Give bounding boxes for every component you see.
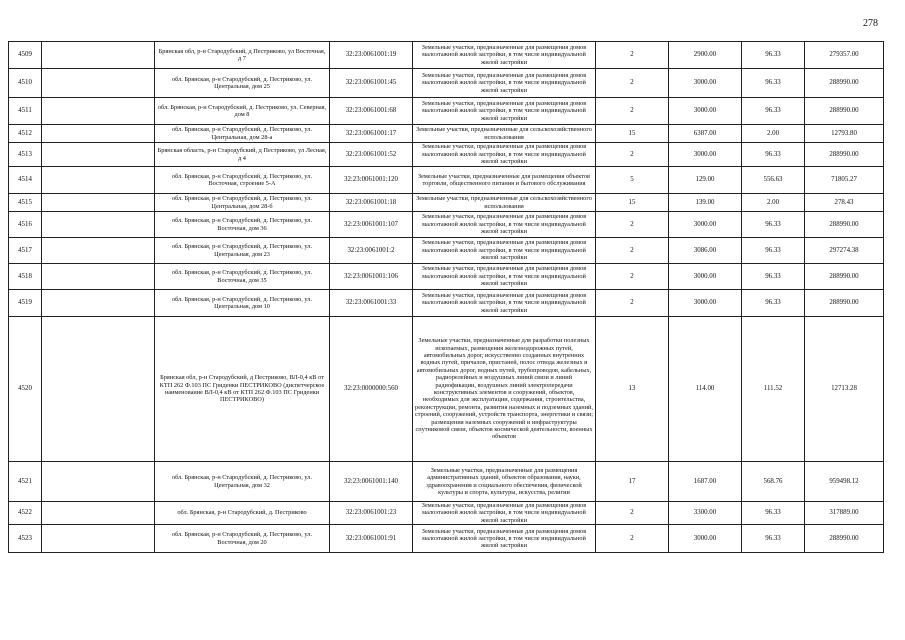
- rate-cell: 111.52: [742, 317, 805, 462]
- cadastral-value-cell: 71805.27: [805, 167, 884, 194]
- land-use-cell: Земельные участки, предназначенные для разработки полезных ископаемых, размещения железнодорожных путей, автомобильных дорог, искусственно созданных внутренних водных путей, причалов, пристаней, полос отвода железных и автомобильных дорог, водных путей, трубопроводов, кабельных, радиорелейных и воздушных линий связи и линий радиофикации, воздушных линий электропередачи конструктивных элементов и сооружений, объектов, необходимых для эксплуатации, содержания, строительства, реконструкции, ремонта, развития наземных и подземных зданий, строений, сооружений, устройств транспорта, энергетики и связи; размещения наземных сооружений и инфраструктуры спутниковой связи, объектов космической деятельности, военных объектов: [413, 317, 596, 462]
- group-cell: 15: [596, 194, 669, 212]
- rate-cell: 556.63: [742, 167, 805, 194]
- land-use-cell: Земельные участки, предназначенные для размещения домов малоэтажной жилой застройки, в том числе индивидуальной жилой застройки: [413, 290, 596, 317]
- rate-cell: 96.33: [742, 212, 805, 238]
- area-cell: 2900.00: [669, 42, 742, 69]
- cadastral-value-table: [8, 41, 884, 553]
- group-cell: 2: [596, 42, 669, 69]
- empty-cell: [42, 143, 155, 167]
- table-row: [9, 462, 884, 502]
- cadastral-number-cell: 32:23:0061001:23: [330, 502, 413, 525]
- address-cell: обл. Брянская, р-н Стародубский, д. Пестриково, ул. Восточная, строение 5-А: [155, 167, 330, 194]
- group-cell: 2: [596, 143, 669, 167]
- area-cell: 6387.00: [669, 125, 742, 143]
- address-cell: обл. Брянская, р-н Стародубский, д. Пестриково, ул. Восточная, дом 20: [155, 525, 330, 553]
- address-cell: обл. Брянская, р-н Стародубский, д. Пестриково, ул. Центральная, дом 32: [155, 462, 330, 502]
- cadastral-value-cell: 288990.00: [805, 290, 884, 317]
- table-row: [9, 167, 884, 194]
- address-cell: обл. Брянская, р-н Стародубский, д. Пестриково, ул. Центральная, дом 10: [155, 290, 330, 317]
- row-number: 4510: [9, 69, 42, 98]
- land-use-cell: Земельные участки, предназначенные для размещения домов малоэтажной жилой застройки, в том числе индивидуальной жилой застройки: [413, 98, 596, 125]
- address-cell: обл. Брянская, р-н Стародубский, д. Пестриково, ул. Центральная, дом 25: [155, 69, 330, 98]
- table-row: [9, 317, 884, 462]
- land-use-cell: Земельные участки, предназначенные для размещения домов малоэтажной жилой застройки, в том числе индивидуальной жилой застройки: [413, 69, 596, 98]
- group-cell: 2: [596, 212, 669, 238]
- land-use-cell: Земельные участки, предназначенные для размещения домов малоэтажной жилой застройки, в том числе индивидуальной жилой застройки: [413, 238, 596, 264]
- group-cell: 13: [596, 317, 669, 462]
- address-cell: обл. Брянская, р-н Стародубский, д. Пестриково, ул. Центральная, дом 28-б: [155, 194, 330, 212]
- group-cell: 15: [596, 125, 669, 143]
- row-number: 4509: [9, 42, 42, 69]
- group-cell: 17: [596, 462, 669, 502]
- rate-cell: 96.33: [742, 290, 805, 317]
- table-row: [9, 290, 884, 317]
- table-row: [9, 42, 884, 69]
- cadastral-value-cell: 288990.00: [805, 212, 884, 238]
- table-row: [9, 194, 884, 212]
- cadastral-value-cell: 288990.00: [805, 264, 884, 290]
- cadastral-number-cell: 32:23:0000000:560: [330, 317, 413, 462]
- cadastral-number-cell: 32:23:0061001:140: [330, 462, 413, 502]
- empty-cell: [42, 317, 155, 462]
- table-row: [9, 264, 884, 290]
- cadastral-number-cell: 32:23:0061001:107: [330, 212, 413, 238]
- cadastral-number-cell: 32:23:0061001:45: [330, 69, 413, 98]
- address-cell: обл. Брянская, р-н Стародубский, д. Пестриково, ул. Северная, дом 8: [155, 98, 330, 125]
- cadastral-value-cell: 12793.80: [805, 125, 884, 143]
- cadastral-value-cell: 12713.28: [805, 317, 884, 462]
- area-cell: 3300.00: [669, 502, 742, 525]
- group-cell: 2: [596, 525, 669, 553]
- area-cell: 139.00: [669, 194, 742, 212]
- row-number: 4511: [9, 98, 42, 125]
- row-number: 4514: [9, 167, 42, 194]
- cadastral-number-cell: 32:23:0061001:18: [330, 194, 413, 212]
- row-number: 4519: [9, 290, 42, 317]
- area-cell: 3000.00: [669, 143, 742, 167]
- row-number: 4518: [9, 264, 42, 290]
- empty-cell: [42, 238, 155, 264]
- table-row: [9, 525, 884, 553]
- row-number: 4521: [9, 462, 42, 502]
- group-cell: 2: [596, 238, 669, 264]
- row-number: 4523: [9, 525, 42, 553]
- cadastral-number-cell: 32:23:0061001:17: [330, 125, 413, 143]
- empty-cell: [42, 290, 155, 317]
- cadastral-number-cell: 32:23:0061001:68: [330, 98, 413, 125]
- empty-cell: [42, 69, 155, 98]
- rate-cell: 96.33: [742, 264, 805, 290]
- empty-cell: [42, 194, 155, 212]
- table-row: [9, 98, 884, 125]
- empty-cell: [42, 264, 155, 290]
- row-number: 4513: [9, 143, 42, 167]
- empty-cell: [42, 167, 155, 194]
- empty-cell: [42, 212, 155, 238]
- row-number: 4515: [9, 194, 42, 212]
- address-cell: Брянская область, р-н Стародубский, д Пестриково, ул Лесная, д 4: [155, 143, 330, 167]
- cadastral-value-cell: 288990.00: [805, 143, 884, 167]
- empty-cell: [42, 42, 155, 69]
- area-cell: 3086.00: [669, 238, 742, 264]
- address-cell: Брянская обл, р-н Стародубский, д Пестриково, ул Восточная, д 7: [155, 42, 330, 69]
- land-use-cell: Земельные участки, предназначенные для размещения объектов торговли, общественного питания и бытового обслуживания: [413, 167, 596, 194]
- rate-cell: 96.33: [742, 42, 805, 69]
- area-cell: 1687.00: [669, 462, 742, 502]
- area-cell: 3000.00: [669, 525, 742, 553]
- address-cell: обл. Брянская, р-н Стародубский, д. Пестриково, ул. Центральная, дом 28-а: [155, 125, 330, 143]
- cadastral-number-cell: 32:23:0061001:91: [330, 525, 413, 553]
- rate-cell: 96.33: [742, 502, 805, 525]
- rate-cell: 96.33: [742, 238, 805, 264]
- row-number: 4516: [9, 212, 42, 238]
- cadastral-number-cell: 32:23:0061001:2: [330, 238, 413, 264]
- rate-cell: 96.33: [742, 143, 805, 167]
- table-row: [9, 69, 884, 98]
- page-number: 278: [863, 18, 878, 29]
- land-use-cell: Земельные участки, предназначенные для размещения административных зданий, объектов образования, науки, здравоохранения и социального обеспечения, физической культуры и спорта, культуры, искусства, религии: [413, 462, 596, 502]
- row-number: 4517: [9, 238, 42, 264]
- row-number: 4520: [9, 317, 42, 462]
- row-number: 4522: [9, 502, 42, 525]
- land-use-cell: Земельные участки, предназначенные для размещения домов малоэтажной жилой застройки, в том числе индивидуальной жилой застройки: [413, 212, 596, 238]
- group-cell: 2: [596, 69, 669, 98]
- area-cell: 129.00: [669, 167, 742, 194]
- empty-cell: [42, 125, 155, 143]
- empty-cell: [42, 98, 155, 125]
- cadastral-number-cell: 32:23:0061001:120: [330, 167, 413, 194]
- rate-cell: 2.00: [742, 125, 805, 143]
- land-use-cell: Земельные участки, предназначенные для сельскохозяйственного использования: [413, 194, 596, 212]
- rate-cell: 96.33: [742, 69, 805, 98]
- cadastral-number-cell: 32:23:0061001:106: [330, 264, 413, 290]
- rate-cell: 2.00: [742, 194, 805, 212]
- table-row: [9, 238, 884, 264]
- land-use-cell: Земельные участки, предназначенные для размещения домов малоэтажной жилой застройки, в том числе индивидуальной жилой застройки: [413, 525, 596, 553]
- cadastral-value-cell: 279357.00: [805, 42, 884, 69]
- address-cell: обл. Брянская, р-н Стародубский, д. Пестриково, ул. Восточная, дом 35: [155, 264, 330, 290]
- group-cell: 2: [596, 290, 669, 317]
- cadastral-value-cell: 317889.00: [805, 502, 884, 525]
- cadastral-value-cell: 288990.00: [805, 525, 884, 553]
- cadastral-value-cell: 297274.38: [805, 238, 884, 264]
- land-use-cell: Земельные участки, предназначенные для размещения домов малоэтажной жилой застройки, в том числе индивидуальной жилой застройки: [413, 264, 596, 290]
- area-cell: 3000.00: [669, 69, 742, 98]
- empty-cell: [42, 525, 155, 553]
- table-row: [9, 143, 884, 167]
- empty-cell: [42, 502, 155, 525]
- group-cell: 2: [596, 264, 669, 290]
- land-use-cell: Земельные участки, предназначенные для сельскохозяйственного использования: [413, 125, 596, 143]
- land-use-cell: Земельные участки, предназначенные для размещения домов малоэтажной жилой застройки, в том числе индивидуальной жилой застройки: [413, 502, 596, 525]
- area-cell: 3000.00: [669, 264, 742, 290]
- group-cell: 5: [596, 167, 669, 194]
- row-number: 4512: [9, 125, 42, 143]
- table-row: [9, 502, 884, 525]
- land-use-cell: Земельные участки, предназначенные для размещения домов малоэтажной жилой застройки, в том числе индивидуальной жилой застройки: [413, 42, 596, 69]
- cadastral-value-cell: 288990.00: [805, 69, 884, 98]
- address-cell: обл. Брянская, р-н Стародубский, д. Пестриково, ул. Центральная, дом 23: [155, 238, 330, 264]
- address-cell: обл. Брянская, р-н Стародубский, д. Пестриково: [155, 502, 330, 525]
- rate-cell: 96.33: [742, 525, 805, 553]
- land-use-cell: Земельные участки, предназначенные для размещения домов малоэтажной жилой застройки, в том числе индивидуальной жилой застройки: [413, 143, 596, 167]
- table-row: [9, 212, 884, 238]
- cadastral-number-cell: 32:23:0061001:52: [330, 143, 413, 167]
- cadastral-value-cell: 959498.12: [805, 462, 884, 502]
- empty-cell: [42, 462, 155, 502]
- area-cell: 3000.00: [669, 98, 742, 125]
- group-cell: 2: [596, 98, 669, 125]
- rate-cell: 568.76: [742, 462, 805, 502]
- area-cell: 3000.00: [669, 212, 742, 238]
- cadastral-number-cell: 32:23:0061001:19: [330, 42, 413, 69]
- table-row: [9, 125, 884, 143]
- rate-cell: 96.33: [742, 98, 805, 125]
- group-cell: 2: [596, 502, 669, 525]
- area-cell: 3000.00: [669, 290, 742, 317]
- cadastral-value-cell: 278.43: [805, 194, 884, 212]
- area-cell: 114.00: [669, 317, 742, 462]
- cadastral-value-cell: 288990.00: [805, 98, 884, 125]
- address-cell: обл. Брянская, р-н Стародубский, д. Пестриково, ул. Восточная, дом 36: [155, 212, 330, 238]
- address-cell: Брянская обл, р-н Стародубский, д Пестриково, ВЛ-0,4 кВ от КТП 262 Ф.103 ПС Гриденки ПЕСТРИКОВО (диспетчерское наименование ВЛ-0,4 кВ от КТП 262 Ф.103 ПС Гриденки ПЕСТРИКОВО): [155, 317, 330, 462]
- cadastral-number-cell: 32:23:0061001:33: [330, 290, 413, 317]
